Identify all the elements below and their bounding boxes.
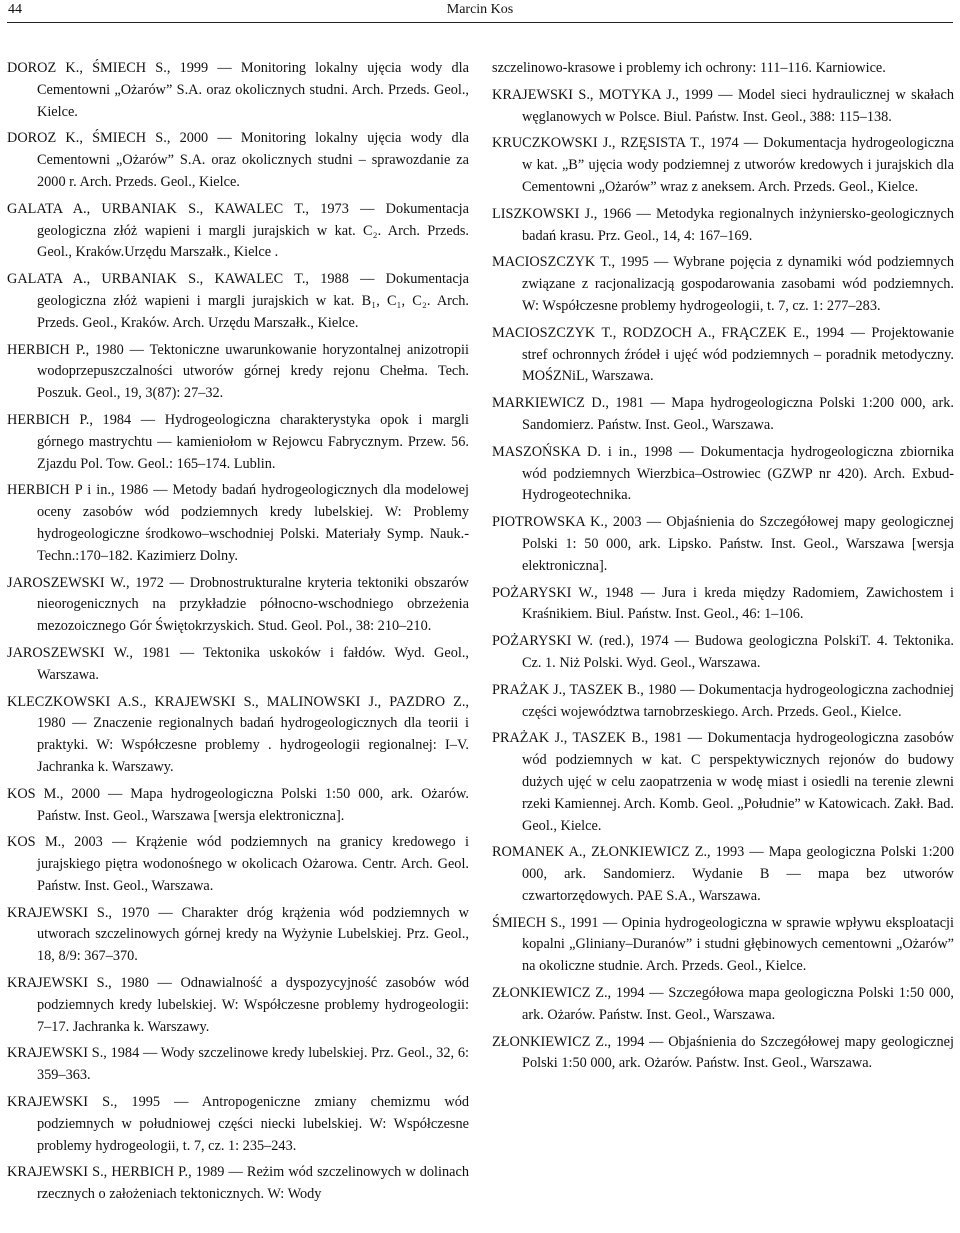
- reference-entry: KOS M., 2000 — Mapa hydrogeologiczna Polski 1:50 000, ark. Ożarów. Państw. Inst. Geol., Warszawa [wersja elektroniczna].: [7, 785, 469, 824]
- reference-entry: ROMANEK A., ZŁONKIEWICZ Z., 1993 — Mapa geologiczna Polski 1:200 000, ark. Sandomierz. Wydanie B — mapa bez utworów czwartorzędowych. PAE S.A., Warszawa.: [492, 844, 954, 904]
- reference-entry: POŻARYSKI W. (red.), 1974 — Budowa geologiczna PolskiT. 4. Tektonika. Cz. 1. Niż Polski. Wyd. Geol., Warszawa.: [492, 633, 954, 671]
- reference-entry: PRAŻAK J., TASZEK B., 1980 — Dokumentacja hydrogeologiczna zachodniej części województwa tarnobrzeskiego. Arch. Przeds. Geol., Kielce.: [492, 681, 954, 720]
- reference-entry: KOS M., 2003 — Krążenie wód podziemnych na granicy kredowego i jurajskiego piętra wodonośnego w okolicach Ożarowa. Centr. Arch. Geol. Państw. Inst. Geol., Warszawa.: [7, 834, 469, 894]
- reference-entry: KRAJEWSKI S., 1995 — Antropogeniczne zmiany chemizmu wód podziemnych w południowej części niecki lubelskiej. W: Współczesne problemy hydrogeologii, t. 7, cz. 1: 235–243.: [7, 1094, 469, 1154]
- reference-entry: szczelinowo-krasowe i problemy ich ochrony: 111–116. Karniowice.: [492, 60, 886, 76]
- reference-entry: ZŁONKIEWICZ Z., 1994 — Objaśnienia do Szczegółowej mapy geologicznej Polski 1:50 000, ark. Ożarów. Państw. Inst. Geol., Warszawa.: [492, 1033, 954, 1072]
- reference-entry: KRAJEWSKI S., 1970 — Charakter dróg krążenia wód podziemnych w utworach szczelinowych górnej kredy na Wyżynie Lubelskiej. Prz. Geol., 18, 8/9: 367–370.: [7, 904, 469, 965]
- reference-entry: DOROZ K., ŚMIECH S., 2000 — Monitoring lokalny ujęcia wody dla Cementowni „Ożarów” S.A. oraz okolicznych studni – sprawozdanie za 2000 r. Arch. Przeds. Geol., Kielce.: [7, 130, 469, 190]
- reference-entry: ZŁONKIEWICZ Z., 1994 — Szczegółowa mapa geologiczna Polski 1:50 000, ark. Ożarów. Państw. Inst. Geol., Warszawa.: [492, 985, 954, 1023]
- reference-entry: DOROZ K., ŚMIECH S., 1999 — Monitoring lokalny ujęcia wody dla Cementowni „Ożarów” S.A. oraz okolicznych studni. Arch. Przeds. Geol., Kielce.: [7, 60, 469, 120]
- reference-entry: KRAJEWSKI S., 1984 — Wody szczelinowe kredy lubelskiej. Prz. Geol., 32, 6: 359–363.: [7, 1045, 469, 1084]
- header-rule: [7, 22, 953, 23]
- reference-entry: JAROSZEWSKI W., 1972 — Drobnostrukturalne kryteria tektoniki obszarów nieorogenicznych na przykładzie północno-wschodniego obrzeżenia mezozoicznego Gór Świętokrzyskich. Stud. Geol. Pol., 38: 210–210.: [7, 574, 469, 635]
- reference-entry: KRUCZKOWSKI J., RZĘSISTA T., 1974 — Dokumentacja hydrogeologiczna w kat. „B” ujęcia wody podziemnej z utworów kredowych i jurajskich dla Cementowni „Ożarów” wraz z aneksem. Arch. Przeds. Geol., Kielce.: [492, 135, 954, 195]
- reference-entry: MARKIEWICZ D., 1981 — Mapa hydrogeologiczna Polski 1:200 000, ark. Sandomierz. Państw. Inst. Geol., Warszawa.: [492, 395, 954, 433]
- reference-entry: MACIOSZCZYK T., 1995 — Wybrane pojęcia z dynamiki wód podziemnych związane z racjonalizacją gospodarowania zasobami wód podziemnych. W: Współczesne problemy hydrogeologii, t. 7, cz. 1: 277–283.: [492, 254, 954, 314]
- reference-entry: KRAJEWSKI S., HERBICH P., 1989 — Reżim wód szczelinowych w dolinach rzecznych o założeniach tektonicznych. W: Wody: [7, 1164, 469, 1203]
- reference-entry: KLECZKOWSKI A.S., KRAJEWSKI S., MALINOWSKI J., PAZDRO Z., 1980 — Znaczenie regionalnych badań hydrogeologicznych dla teorii i praktyki. W: Współczesne problemy . hydrogeologii regionalnej: I–V. Jachranka k. Warszawy.: [7, 693, 469, 775]
- left-column: [7, 58, 469, 1211]
- reference-entry: GALATA A., URBANIAK S., KAWALEC T., 1973 — Dokumentacja geologiczna złóż wapieni i margli jurajskich w kat. C₂. Arch. Przeds. Geol., Kraków.Urzędu Marszałk., Kielce .: [7, 200, 469, 261]
- reference-entry: ŚMIECH S., 1991 — Opinia hydrogeologiczna w sprawie wpływu eksploatacji kopalni „Gliniany–Duranów” i studni głębinowych cementowni „Ożarów” na okoliczne studnie. Arch. Przeds. Geol., Kielce.: [492, 914, 954, 975]
- reference-entry: MACIOSZCZYK T., RODZOCH A., FRĄCZEK E., 1994 — Projektowanie stref ochronnych źródeł i ujęć wód podziemnych – poradnik metodyczny. MOŚZNiL, Warszawa.: [492, 324, 954, 385]
- reference-entry: HERBICH P., 1984 — Hydrogeologiczna charakterystyka opok i margli górnego mastrychtu — kamieniołom w Rejowcu Fabrycznym. Przew. 56. Zjazdu Pol. Tow. Geol.: 165–174. Lublin.: [7, 411, 469, 472]
- reference-entry: JAROSZEWSKI W., 1981 — Tektonika uskoków i fałdów. Wyd. Geol., Warszawa.: [7, 644, 469, 683]
- right-column: [492, 58, 954, 1080]
- reference-entry: POŻARYSKI W., 1948 — Jura i kreda między Radomiem, Zawichostem i Kraśnikiem. Biul. Państw. Inst. Geol., 46: 1–106.: [492, 584, 954, 623]
- page-number: 44: [8, 2, 22, 17]
- reference-entry: GALATA A., URBANIAK S., KAWALEC T., 1988 — Dokumentacja geologiczna złóż wapieni i margli jurajskich w kat. B₁, C₁, C₂. Arch. Przeds. Geol., Kraków. Arch. Urzędu Marszałk., Kielce.: [7, 271, 469, 331]
- reference-entry: LISZKOWSKI J., 1966 — Metodyka regionalnych inżyniersko-geologicznych badań krasu. Prz. Geol., 14, 4: 167–169.: [492, 205, 954, 244]
- reference-entry: HERBICH P., 1980 — Tektoniczne uwarunkowanie horyzontalnej anizotropii wodoprzepuszczalności utworów górnej kredy rejonu Chełma. Tech. Poszuk. Geol., 19, 3(87): 27–32.: [7, 341, 469, 402]
- reference-entry: KRAJEWSKI S., 1980 — Odnawialność a dyspozycyjność zasobów wód podziemnych kredy lubelskiej. W: Współczesne problemy hydrogeologii: 7–17. Jachranka k. Warszawy.: [7, 975, 469, 1035]
- page-header: [0, 0, 960, 24]
- running-head: Marcin Kos: [446, 2, 514, 17]
- reference-entry: PRAŻAK J., TASZEK B., 1981 — Dokumentacja hydrogeologiczna zasobów wód podziemnych w kat. C perspektywicznych rejonów do budowy dużych ujęć w celu zaopatrzenia w wodę miast i osiedli na terenie zlewni rzeki Kamiennej. Arch. Komb. Geol. „Południe” w Katowicach. Zakł. Bad. Geol., Kielce.: [492, 730, 954, 834]
- reference-entry: KRAJEWSKI S., MOTYKA J., 1999 — Model sieci hydraulicznej w skałach węglanowych w Polsce. Biul. Państw. Inst. Geol., 388: 115–138.: [492, 86, 954, 125]
- reference-entry: MASZOŃSKA D. i in., 1998 — Dokumentacja hydrogeologiczna zbiornika wód podziemnych Wierzbica–Ostrowiec (GZWP nr 420). Arch. Exbud-Hydrogeotechnika.: [492, 443, 954, 504]
- reference-entry: PIOTROWSKA K., 2003 — Objaśnienia do Szczegółowej mapy geologicznej Polski 1: 50 000, ark. Lipsko. Państw. Inst. Geol., Warszawa [wersja elektroniczna].: [492, 514, 954, 574]
- reference-entry: HERBICH P i in., 1986 — Metody badań hydrogeologicznych dla modelowej oceny zasobów wód podziemnych kredy lubelskiej. W: Problemy hydrogeologiczne środkowo–wschodniej Polski. Materiały Symp. Nauk.-Techn.:170–182. Kazimierz Dolny.: [7, 482, 469, 564]
